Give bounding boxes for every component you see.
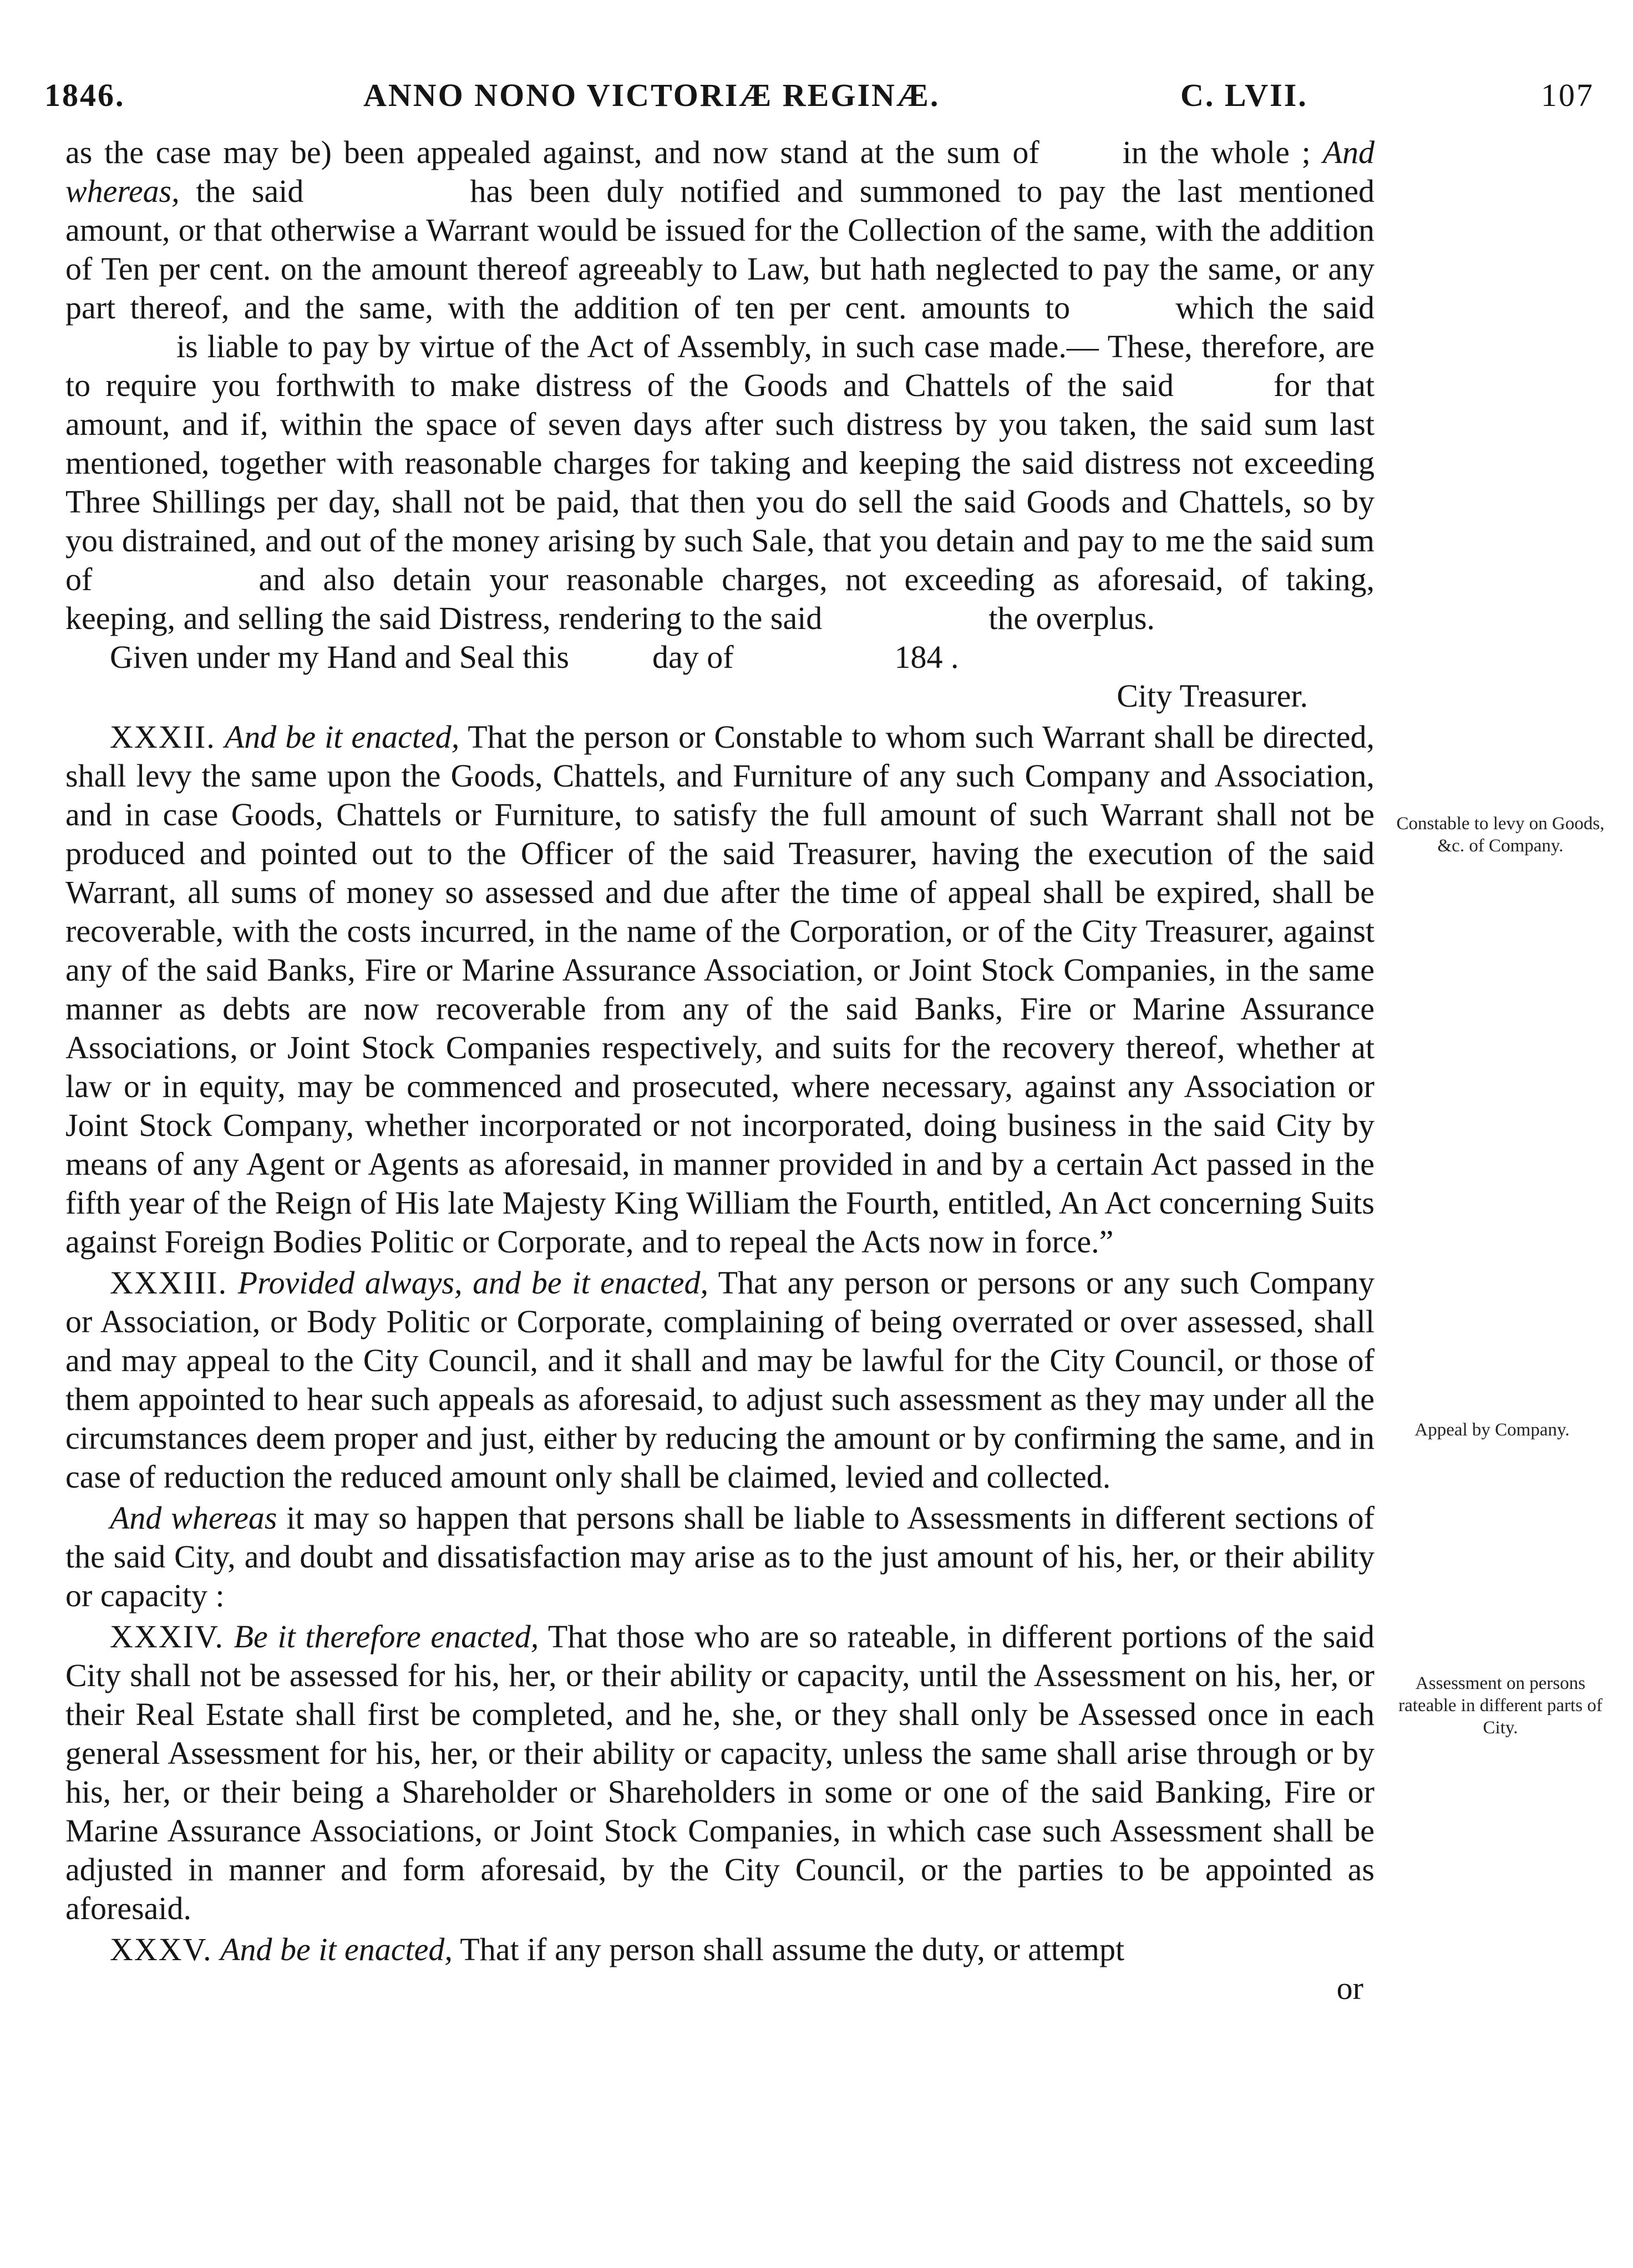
- margin-note-constable: Constable to levy on Goods, &c. of Company.: [1396, 814, 1605, 856]
- section-number: XXXIV.: [110, 1618, 224, 1655]
- page-number: 107: [1541, 77, 1594, 113]
- enacting-clause: Provided always, and be it enacted,: [237, 1265, 708, 1301]
- section-number: XXXV.: [110, 1931, 212, 1967]
- section-number: XXXIII.: [110, 1265, 228, 1301]
- warrant-text: the overplus.: [988, 600, 1155, 636]
- warrant-text: in the whole ;: [1122, 134, 1311, 170]
- whereas-italic: And whereas: [110, 1500, 277, 1536]
- warrant-text: and also detain your reasonable charges, not exceeding as aforesaid, of taking, keeping, and selling the said Distress, rendering to the said: [65, 561, 1375, 636]
- enacting-clause: And be it enacted,: [224, 719, 460, 755]
- header-chapter: C. LVII.: [1180, 77, 1308, 113]
- whereas-italic: And whereas,: [65, 134, 1375, 209]
- given-text: Given under my Hand and Seal this: [110, 639, 569, 675]
- warrant-form-paragraph: [65, 133, 1375, 638]
- body-text: [65, 133, 1375, 2008]
- warrant-text: the said: [196, 173, 304, 209]
- preamble-whereas: [65, 1499, 1375, 1615]
- margin-note-assessment: Assessment on persons rateable in different parts of City.: [1398, 1673, 1602, 1738]
- header-year: 1846.: [44, 77, 125, 113]
- warrant-text: which the said: [1175, 290, 1375, 326]
- warrant-text: as the case may be) been appealed against, and now stand at the sum of: [65, 134, 1039, 170]
- signature-line: City Treasurer.: [1117, 678, 1308, 714]
- given-under-hand-line: [65, 638, 1375, 677]
- catchword: or: [1336, 1970, 1363, 2006]
- preamble-text: it may so happen that persons shall be liable to Assessments in different sections of the said City, and doubt and dissatisfaction may arise as to the just amount of his, her, or their ability or capacity :: [65, 1500, 1375, 1614]
- section-number: XXXII.: [110, 719, 216, 755]
- section-xxxii: [65, 718, 1375, 1261]
- header-title: ANNO NONO VICTORIÆ REGINÆ.: [363, 77, 940, 113]
- warrant-text: is liable to pay by virtue of the Act of Assembly, in such case made.— These, therefore, are to require you forthwith to make distress of the Goods and Chattels of the said: [65, 328, 1375, 403]
- section-xxxv: [65, 1930, 1375, 1969]
- warrant-text: has been duly notified and summoned to pay the last mentioned amount, or that otherwise a Warrant would be issued for the Collection of the same, with the addition of Ten per cent. on the amount thereof agreeably to Law, but hath neglected to pay the same, or any part thereof, and the same, with the addition of ten per cent. amounts to: [65, 173, 1375, 326]
- section-xxxiv: [65, 1617, 1375, 1928]
- section-text: That if any person shall assume the duty, or attempt: [460, 1931, 1125, 1967]
- section-text: That those who are so rateable, in different portions of the said City shall not be assessed for his, her, or their ability or capacity, until the Assessment on his, her, or their Real Estate shall first be completed, and he, she, or they shall only be Assessed once in each general Assessment for his, her, or their ability or capacity, unless the same shall arise through or by his, her, or their being a Shareholder or Shareholders in some or one of the said Banking, Fire or Marine Assurance Associations, or Joint Stock Companies, in which case such Assessment shall be adjusted in manner and form aforesaid, by the City Council, or the parties to be appointed as aforesaid.: [65, 1618, 1375, 1926]
- running-head: [0, 77, 1633, 121]
- given-text: 184 .: [894, 639, 959, 675]
- margin-note-appeal: Appeal by Company.: [1414, 1420, 1570, 1440]
- section-text: That any person or persons or any such Company or Association, or Body Politic or Corporate, complaining of being overrated or over assessed, shall and may appeal to the City Council, and it shall and may be lawful for the City Council, or those of them appointed to hear such appeals as aforesaid, to adjust such assessment as they may under all the circumstances deem proper and just, either by reducing the amount or by confirming the same, and in case of reduction the reduced amount only shall be claimed, levied and collected.: [65, 1265, 1375, 1495]
- enacting-clause: And be it enacted,: [220, 1931, 453, 1967]
- section-text: That the person or Constable to whom such Warrant shall be directed, shall levy the same upon the Goods, Chattels, and Furniture of any such Company and Association, and in case Goods, Chattels or Furniture, to satisfy the full amount of such Warrant shall not be produced and pointed out to the Officer of the said Treasurer, having the execution of the said Warrant, all sums of money so assessed and due after the time of appeal shall be expired, shall be recoverable, with the costs incurred, in the name of the Corporation, or of the City Treasurer, against any of the said Banks, Fire or Marine Assurance Association, or Joint Stock Companies, in the same manner as debts are now recoverable from any of the said Banks, Fire or Marine Assurance Associations, or Joint Stock Companies respectively, and suits for the recovery thereof, whether at law or in equity, may be commenced and prosecuted, where necessary, against any Association or Joint Stock Company, whether incorporated or not incorporated, doing business in the said City by means of any Agent or Agents as aforesaid, in manner provided in and by a certain Act passed in the fifth year of the Reign of His late Majesty King William the Fourth, entitled, An Act concerning Suits against Foreign Bodies Politic or Corporate, and to repeal the Acts now in force.”: [65, 719, 1375, 1260]
- section-xxxiii: [65, 1264, 1375, 1496]
- warrant-text: for that amount, and if, within the space of seven days after such distress by you taken, the said sum last mentioned, together with reasonable charges for taking and keeping the said distress not exceeding Three Shillings per day, shall not be paid, that then you do sell the said Goods and Chattels, so by you distrained, and out of the money arising by such Sale, that you detain and pay to me the said sum of: [65, 367, 1375, 597]
- enacting-clause: Be it therefore enacted,: [234, 1618, 539, 1655]
- given-text: day of: [652, 639, 734, 675]
